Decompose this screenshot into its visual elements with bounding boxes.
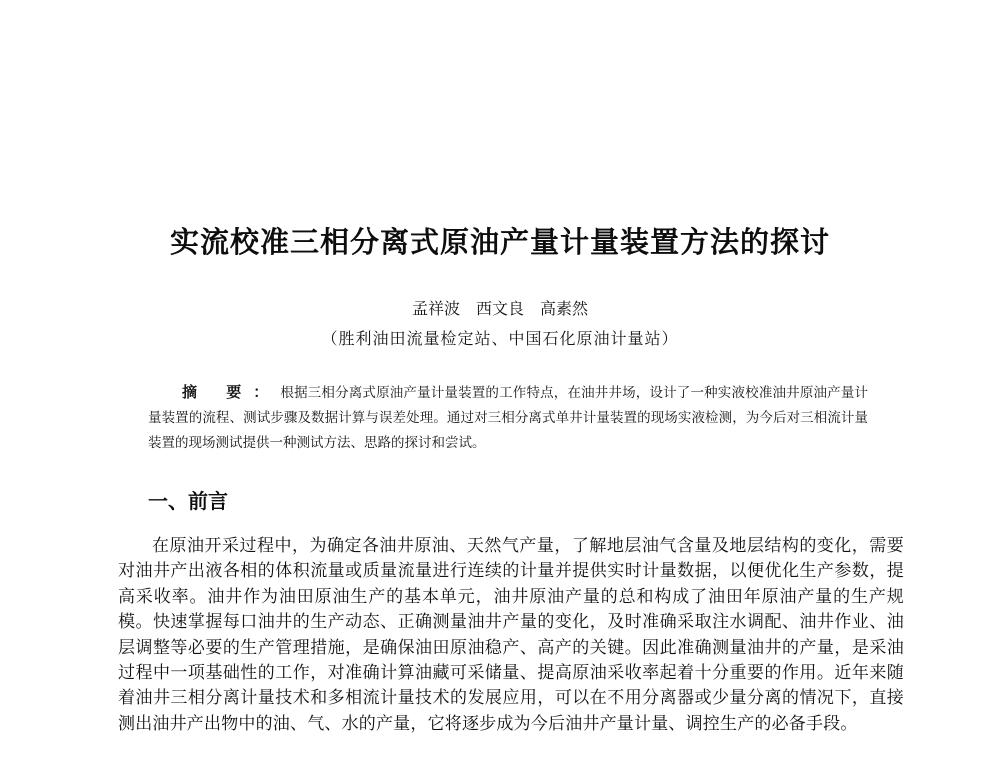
section-body-paragraph: 在原油开采过程中，为确定各油井原油、天然气产量，了解地层油气含量及地层结构的变化，需要对油井产出液各相的体积流量或质量流量进行连续的计量并提供实时计量数据，以便优化生产参数，提高采收率。油井作为油田原油生产的基本单元，油井原油产量的总和构成了油田年原油产量的生产规模。快速掌握每口油井的生产动态、正确测量油井产量的变化，及时准确采取注水调配、油井作业、油层调整等必要的生产管理措施，是确保油田原油稳产、高产的关键。因此准确测量油井的产量，是采油过程中一项基础性的工作，对准确计算油藏可采储量、提高原油采收率起着十分重要的作用。近年来随着油井三相分离计量技术和多相流计量技术的发展应用，可以在不用分离器或少量分离的情况下，直接测出油井产出物中的油、气、水的产量，它将逐步成为今后油井产量计量、调控生产的必备手段。 [118, 536, 904, 734]
abstract-label: 摘 要： [182, 383, 281, 401]
section-heading: 一、前言 [148, 489, 228, 513]
author-affiliation: （胜利油田流量检定站、中国石化原油计量站） [321, 329, 679, 348]
abstract-text: 根据三相分离式原油产量计量装置的工作特点，在油井井场，设计了一种实液校准油井原油产量计量装置的流程、测试步骤及数据计算与误差处理。通过对三相分离式单井计量装置的现场实液检测，为今后对三相流计量装置的现场测试提供一种测试方法、思路的探讨和尝试。 [148, 385, 868, 451]
abstract [148, 380, 868, 456]
paper-title: 实流校准三相分离式原油产量计量装置方法的探讨 [169, 225, 830, 259]
author-list: 孟祥波 西文良 高素然 [411, 299, 588, 318]
